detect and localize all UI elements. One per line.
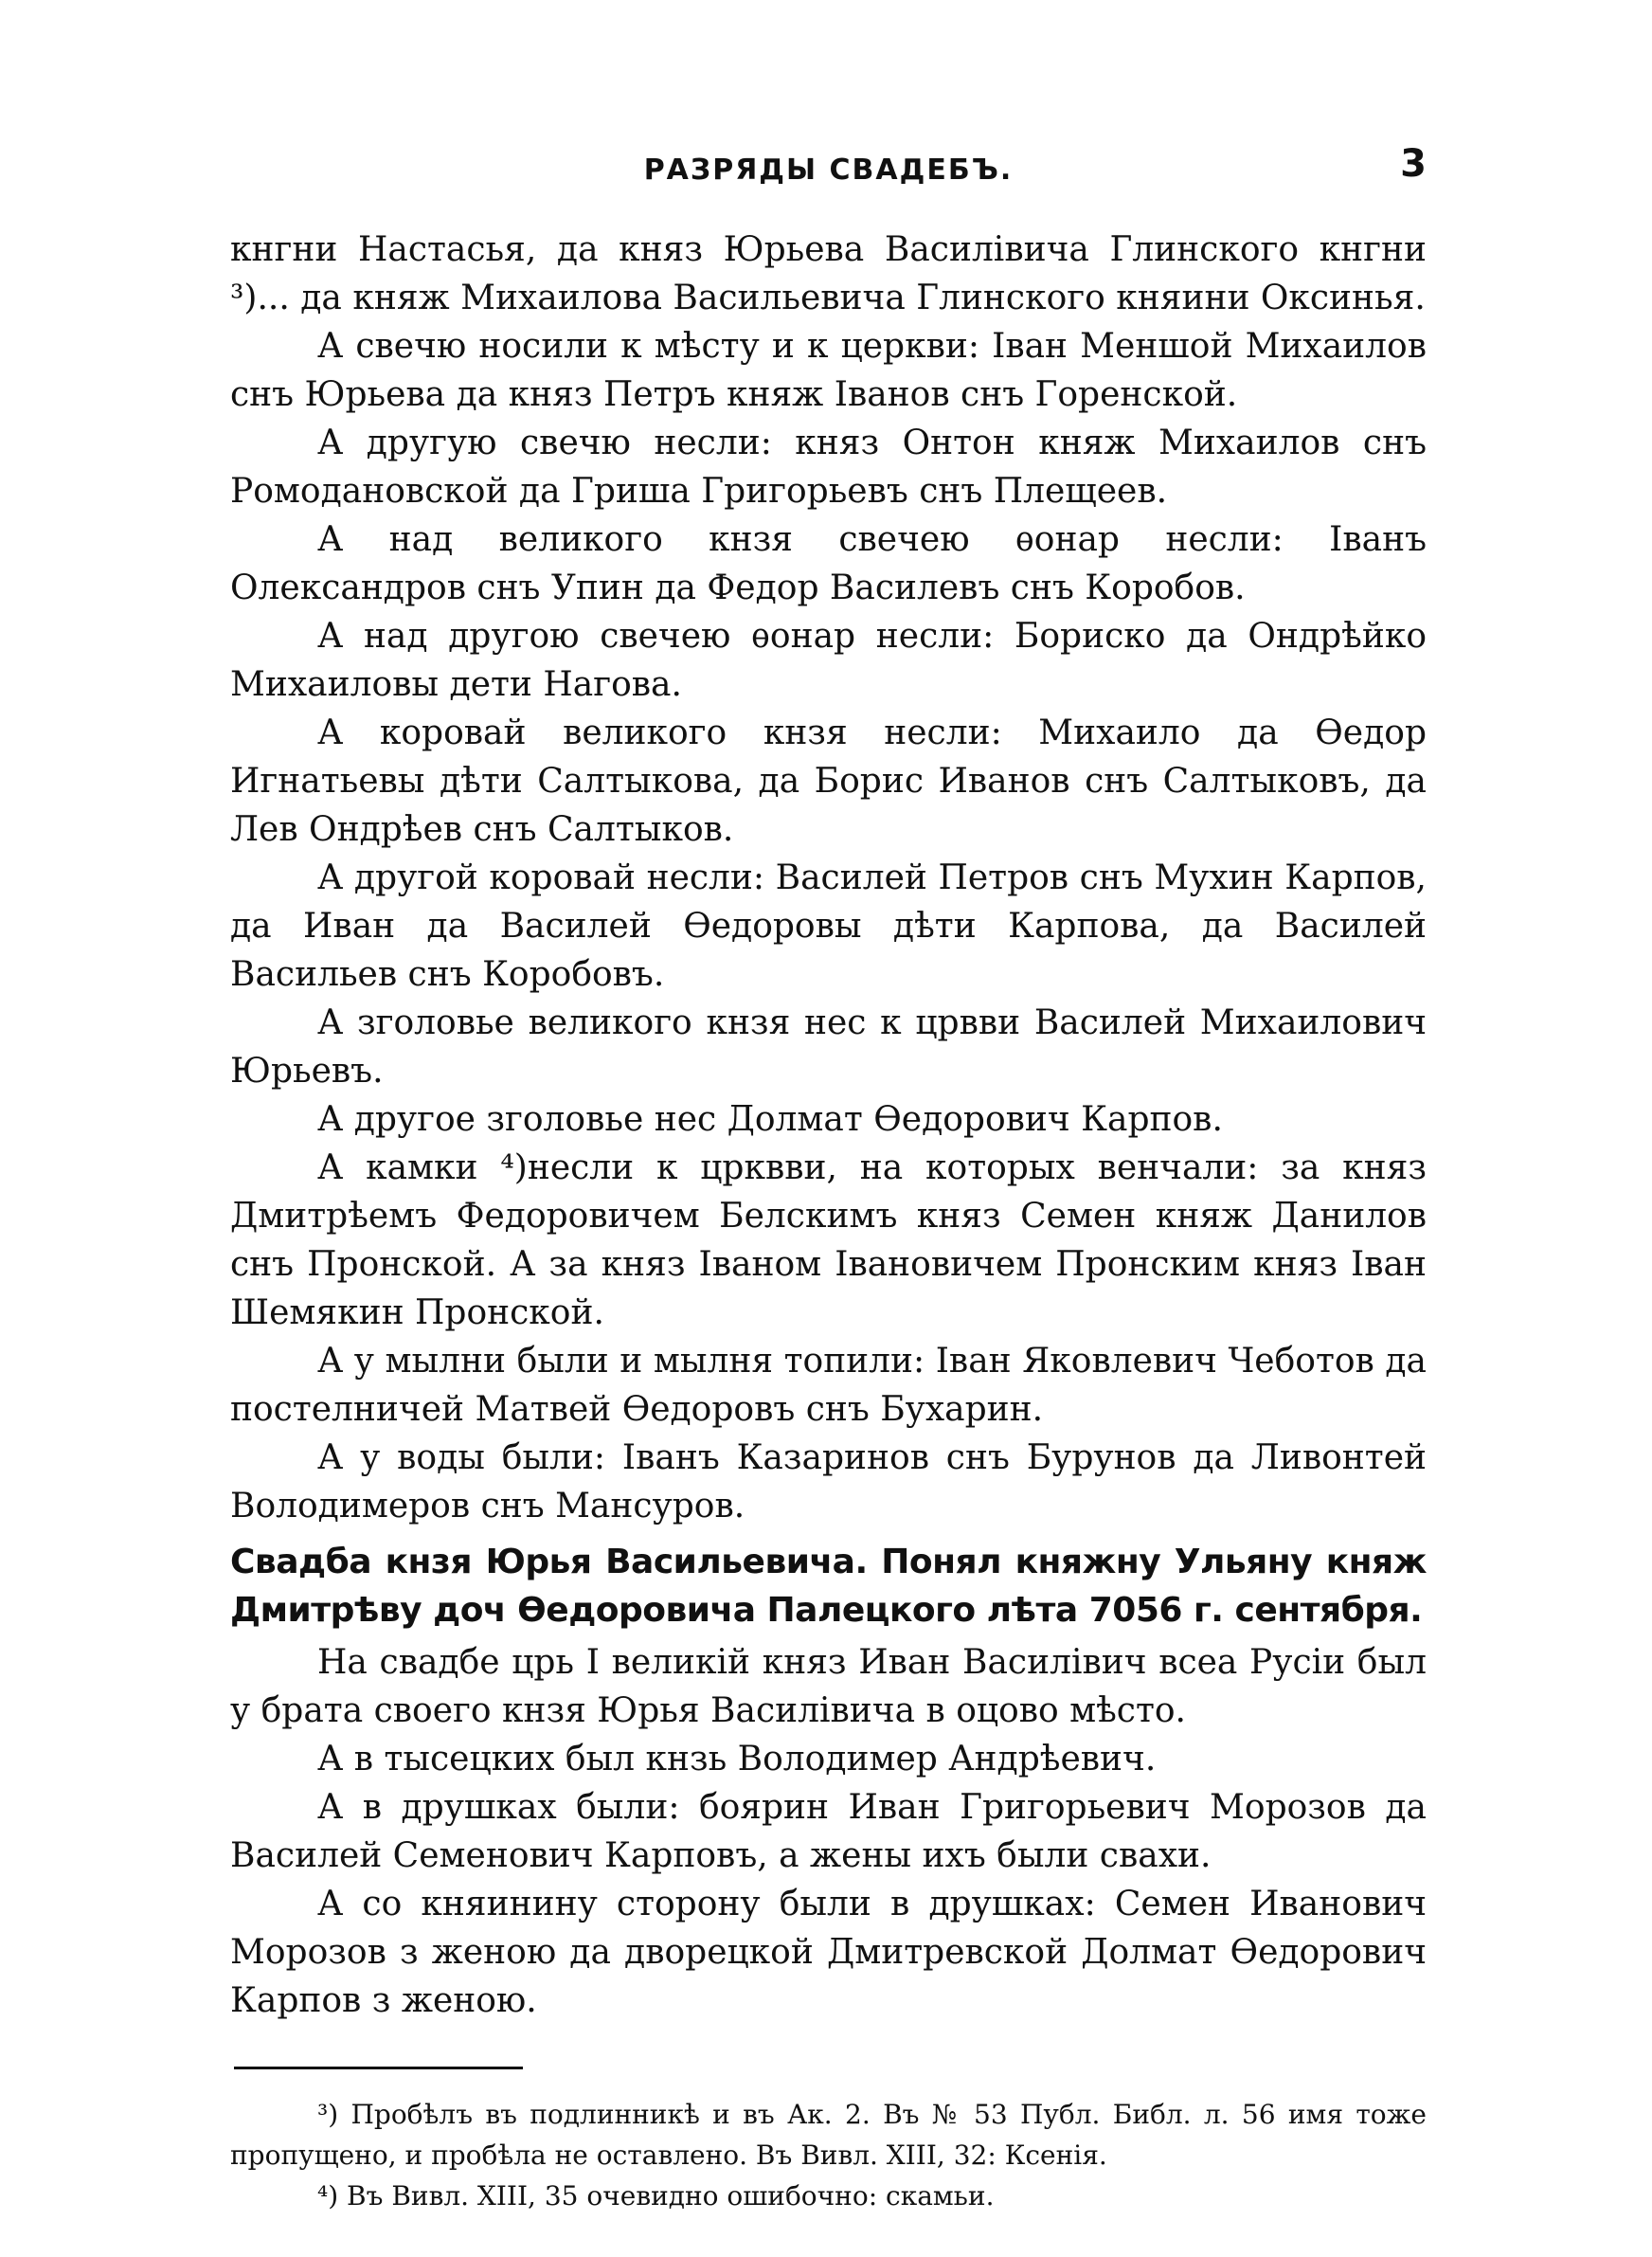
section-heading: Свадба кнзя Юрья Васильевича. Понял княжну Ульяну княж Дмитрѣву доч Ѳедоровича Палецкого лѣта 7056 г. сентября. (230, 1543, 1427, 1630)
paragraph: А в тысецких был кнзь Володимер Андрѣевич. (317, 1740, 1157, 1779)
footnote: ⁴) Въ Вивл. XIII, 35 очевидно ошибочно: скамьи. (317, 2180, 995, 2212)
paragraph: А у воды были: Іванъ Казаринов снъ Бурунов да Ливонтей Володимеров снъ Мансуров. (230, 1438, 1427, 1526)
paragraph: А камки ⁴)несли к црквви, на которых венчали: за княз Дмитрѣемъ Федоровичем Белскимъ княз Семен княж Данилов снъ Пронской. А за княз Іваном Івановичем Пронским княз Іван Шемякин Пронской. (230, 1148, 1427, 1332)
footnotes (230, 2094, 1427, 2216)
paragraph: А другую свечю несли: княз Онтон княж Михаилов снъ Ромодановской да Гриша Григорьевъ снъ Плещеев. (230, 424, 1427, 511)
paragraph: А над великого кнзя свечею ѳонар несли: Іванъ Олександров снъ Упин да Федор Василевъ снъ Коробов. (230, 520, 1427, 607)
paragraph: А у мылни были и мылня топили: Іван Яковлевич Чеботов да постелничей Матвей Ѳедоровъ снъ Бухарин. (230, 1342, 1427, 1429)
page-header (230, 142, 1427, 199)
body-text (230, 226, 1427, 2025)
paragraph: А другое зголовье нес Долмат Ѳедорович Карпов. (317, 1100, 1223, 1139)
footnote-divider (234, 2067, 523, 2069)
paragraph: А свечю носили к мѣсту и к церкви: Іван Меншой Михаилов снъ Юрьева да княз Петръ княж Іванов снъ Горенской. (230, 327, 1427, 414)
paragraph: А над другою свечею ѳонар несли: Бориско да Ондрѣйко Михаиловы дети Нагова. (230, 617, 1427, 704)
paragraph: А коровай великого кнзя несли: Михаило да Ѳедор Игнатьевы дѣти Салтыкова, да Борис Иванов снъ Салтыковъ, да Лев Ондрѣев снъ Салтыков. (230, 713, 1427, 849)
paragraph: А со княинину сторону были в друшках: Семен Иванович Морозов з женою да дворецкой Дмитревской Долмат Ѳедорович Карпов з женою. (230, 1885, 1427, 2020)
paragraph: кнгни Настасья, да княз Юрьева Василівича Глинского кнгни ³)... да княж Михаилова Васильевича Глинского княини Оксинья. (230, 230, 1427, 317)
footnote: ³) Пробѣлъ въ подлинникѣ и въ Ак. 2. Въ № 53 Публ. Библ. л. 56 имя тоже пропущено, и пробѣла не оставлено. Въ Вивл. XIII, 32: Ксенія. (230, 2099, 1427, 2171)
paragraph: А зголовье великого кнзя нес к црвви Василей Михаилович Юрьевъ. (230, 1003, 1427, 1091)
paragraph: А другой коровай несли: Василей Петров снъ Мухин Карпов, да Иван да Василей Ѳедоровы дѣти Карпова, да Василей Васильев снъ Коробовъ. (230, 858, 1427, 994)
paragraph: На свадбе црь I великій княз Иван Василівич всеа Русіи был у брата своего кнзя Юрья Василівича в оцово мѣсто. (230, 1643, 1427, 1730)
running-title: РАЗРЯДЫ СВАДЕБЪ. (643, 153, 1014, 187)
paragraph: А в друшках были: боярин Иван Григорьевич Морозов да Василей Семенович Карповъ, а жены ихъ были свахи. (230, 1788, 1427, 1875)
page-number: 3 (1400, 142, 1427, 186)
book-page (230, 142, 1427, 2216)
